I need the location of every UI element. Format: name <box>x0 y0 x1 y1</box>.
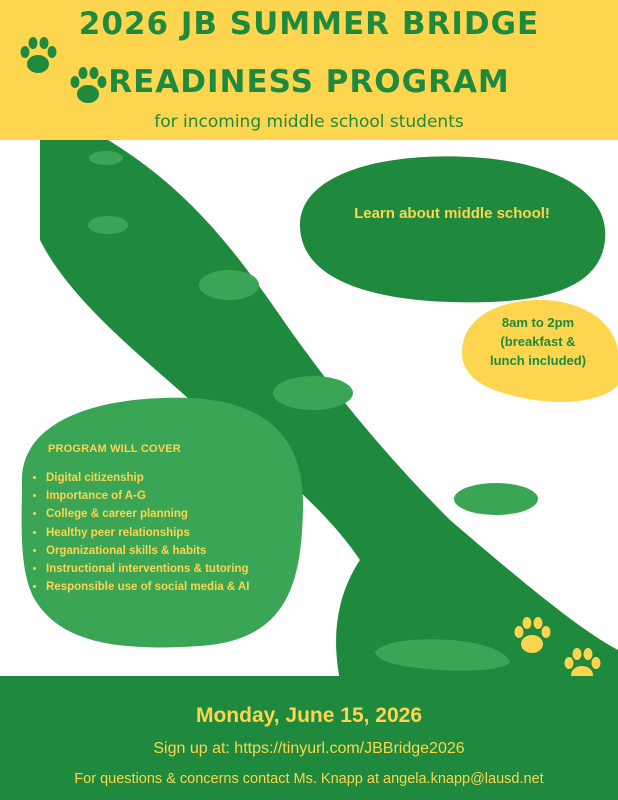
stepping-stone <box>273 376 353 410</box>
subtitle: for incoming middle school students <box>154 112 464 132</box>
stepping-stone <box>89 151 123 165</box>
program-list <box>30 469 249 596</box>
program-item: • College & career planning <box>46 505 249 523</box>
stepping-stone <box>88 216 128 234</box>
stepping-stone <box>199 270 259 300</box>
hours-line-2: (breakfast & <box>500 334 576 349</box>
program-item: • Importance of A-G <box>46 487 249 505</box>
hours-line-3: lunch included) <box>489 353 587 368</box>
title-line-1: 2026 JB SUMMER BRIDGE <box>78 6 540 42</box>
paw-print-icon <box>510 614 554 658</box>
hours-callout <box>468 313 608 370</box>
contact-info[interactable]: For questions & concerns contact Ms. Knapp at angela.knapp@lausd.net <box>74 771 544 787</box>
stepping-stone <box>454 483 538 515</box>
program-item: • Organizational skills & habits <box>46 542 249 560</box>
learn-blob-shape <box>300 156 605 302</box>
program-item: • Instructional interventions & tutoring <box>46 560 249 578</box>
signup-link[interactable]: Sign up at: https://tinyurl.com/JBBridge2026 <box>153 740 465 757</box>
hours-line-1: 8am to 2pm <box>501 315 575 330</box>
title-line-2: READINESS PROGRAM <box>108 64 510 100</box>
event-date: Monday, June 15, 2026 <box>195 704 423 727</box>
program-item: • Responsible use of social media & AI <box>46 578 249 596</box>
learn-callout: Learn about middle school! <box>354 205 550 222</box>
program-heading: PROGRAM WILL COVER <box>48 443 181 455</box>
program-item: • Digital citizenship <box>46 469 249 487</box>
program-item: • Healthy peer relationships <box>46 524 249 542</box>
